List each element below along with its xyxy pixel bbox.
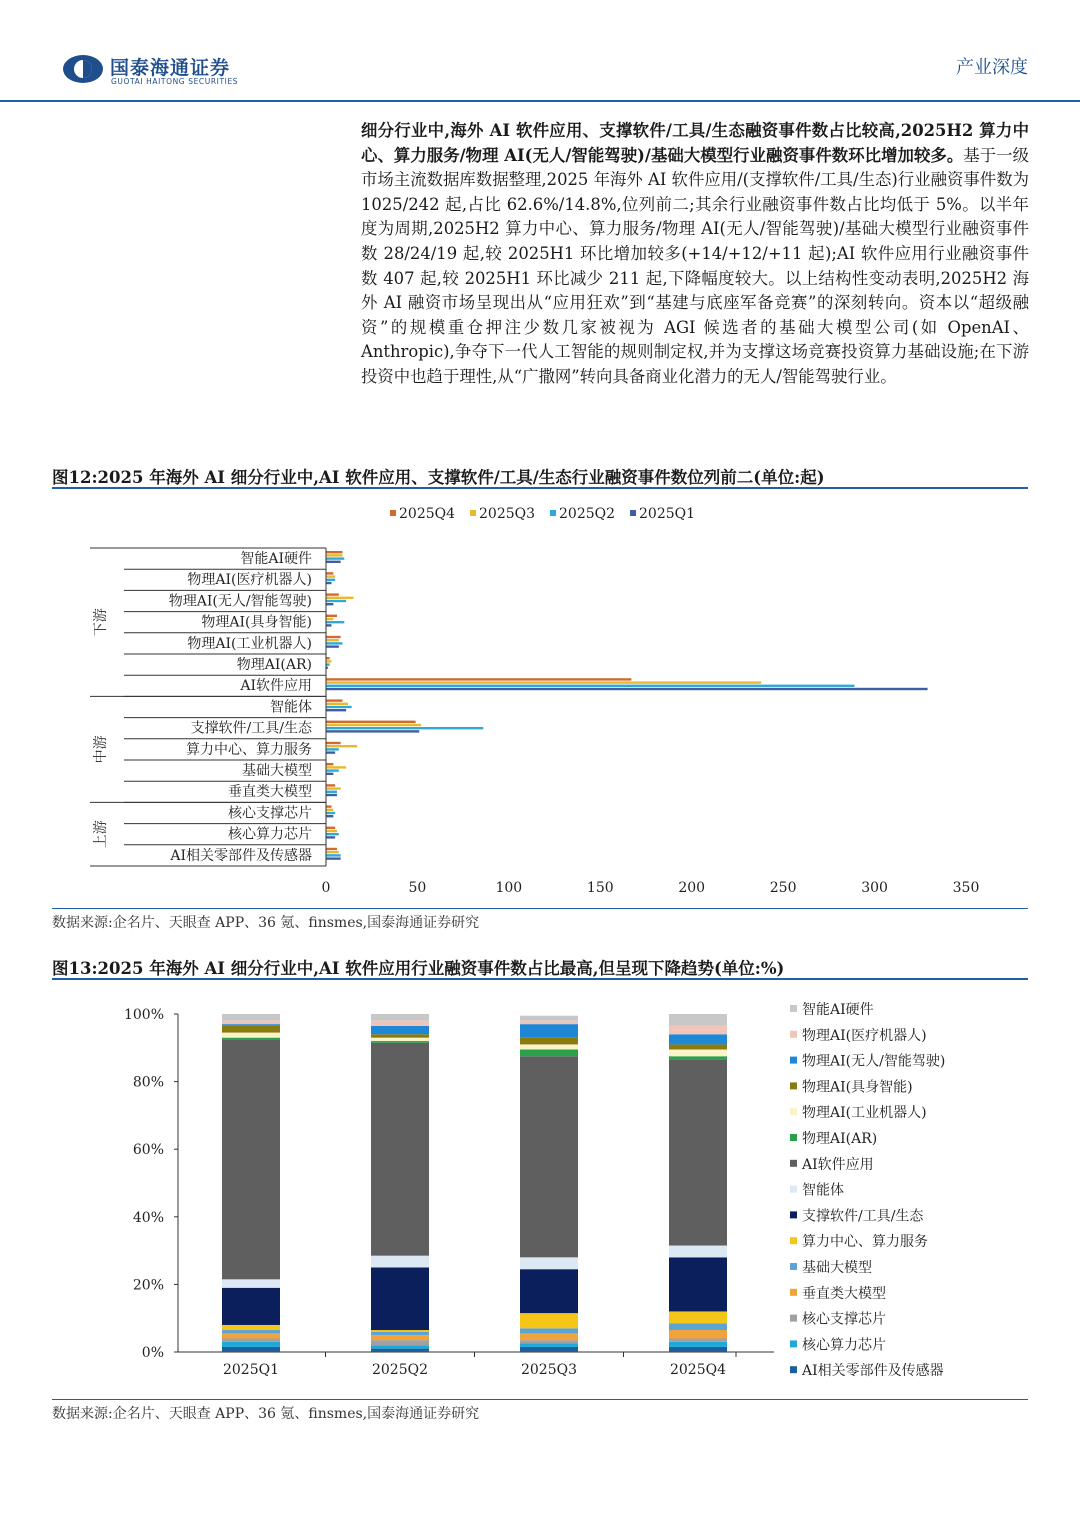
- bar-2025Q1: [326, 603, 333, 605]
- stack-segment-物理AI(工业机器人): [371, 1038, 429, 1041]
- stack-segment-智能体: [222, 1279, 280, 1287]
- bar-2025Q4: [326, 657, 330, 659]
- bar-2025Q4: [326, 593, 339, 595]
- legend-swatch-核心支撑芯片: [790, 1315, 797, 1322]
- category-label: 物理AI(AR): [236, 657, 312, 673]
- report-type-tag: 产业深度: [956, 57, 1028, 78]
- bar-2025Q3: [326, 724, 421, 726]
- bar-2025Q4: [326, 848, 337, 850]
- bar-2025Q2: [326, 854, 341, 856]
- stack-segment-基础大模型: [222, 1330, 280, 1333]
- stack-segment-AI相关零部件及传感器: [371, 1349, 429, 1352]
- bar-2025Q2: [326, 748, 339, 750]
- stack-segment-物理AI(无人/智能驾驶): [371, 1026, 429, 1034]
- bar-2025Q1: [326, 709, 346, 711]
- bar-2025Q3: [326, 554, 342, 556]
- legend-swatch-智能AI硬件: [790, 1005, 797, 1012]
- y-tick-label: 80%: [132, 1074, 164, 1091]
- legend-label-AI软件应用: AI软件应用: [802, 1156, 874, 1173]
- legend-swatch-物理AI(医疗机器人): [790, 1031, 797, 1038]
- stack-segment-物理AI(AR): [669, 1056, 727, 1059]
- stack-segment-垂直类大模型: [222, 1333, 280, 1338]
- legend-label-AI相关零部件及传感器: AI相关零部件及传感器: [802, 1363, 944, 1380]
- stack-segment-核心算力芯片: [222, 1342, 280, 1347]
- group-label-中游: 中游: [93, 735, 109, 764]
- category-label: AI相关零部件及传感器: [170, 847, 312, 864]
- legend-swatch-AI相关零部件及传感器: [790, 1366, 797, 1373]
- category-label: 核心算力芯片: [228, 826, 312, 843]
- paragraph-body: 基于一级市场主流数据库数据整理,2025 年海外 AI 软件应用/(支撑软件/工具/生态)行业融资事件数为 1025/242 起,占比 62.6%/14.8%,位列前二;其余行业融资事件数占比均低于 5%。以半年度为周期,2025H2 算力中心、算力服务/物理 AI(无人/智能驾驶)/基础大模型行业融资事件数 28/24/19 起,较 2025H1 环比增加较多(+14/+12/+11 起);AI 软件应用行业融资事件数 407 起,较 2025H1 环比减少 211 起,下降幅度较大。以上结构性变动表明,2025H2 海外 AI 融资市场呈现出从“应用狂欢”到“基建与底座军备竞赛”的深刻转向。资本以“超级融资”的规模重仓押注少数几家被视为 AGI 候选者的基础大模型公司(如 OpenAI、Anthropic),争夺下一代人工智能的规则制定权,并为支撑这场竞赛投资算力基础设施;在下游投资中也趋于理性,从“广撒网”转向具备商业化潜力的无人/智能驾驶行业。: [361, 145, 1030, 386]
- bar-2025Q4: [326, 678, 631, 680]
- paragraph-lead: 细分行业中,海外 AI 软件应用、支撑软件/工具/生态融资事件数占比较高,2025H2 算力中心、算力服务/物理 AI(无人/智能驾驶)/基础大模型行业融资事件数环比增加较多。: [361, 121, 1029, 165]
- bar-2025Q1: [326, 857, 341, 859]
- bar-2025Q3: [326, 830, 337, 832]
- stack-segment-垂直类大模型: [371, 1335, 429, 1340]
- stack-segment-核心支撑芯片: [222, 1338, 280, 1341]
- category-label: 算力中心、算力服务: [186, 741, 312, 758]
- stack-segment-算力中心、算力服务: [520, 1313, 578, 1328]
- stack-segment-物理AI(医疗机器人): [520, 1021, 578, 1024]
- legend-swatch-2025Q1: [630, 510, 636, 516]
- bar-2025Q4: [326, 551, 342, 553]
- stack-segment-AI软件应用: [669, 1060, 727, 1246]
- figure13-bottom-rule: [52, 1399, 1028, 1400]
- legend-label-支撑软件/工具/生态: 支撑软件/工具/生态: [802, 1208, 924, 1225]
- figure12-chart: [52, 496, 1028, 904]
- y-tick-label: 0%: [141, 1345, 164, 1361]
- stack-segment-物理AI(工业机器人): [669, 1049, 727, 1056]
- figure13-title-rule: [52, 978, 1028, 980]
- legend-swatch-智能体: [790, 1186, 797, 1193]
- legend-swatch-2025Q3: [470, 510, 476, 516]
- figure12-title-rule: [52, 487, 1028, 489]
- legend-swatch-AI软件应用: [790, 1160, 797, 1167]
- legend-label-垂直类大模型: 垂直类大模型: [802, 1285, 886, 1302]
- stack-segment-算力中心、算力服务: [371, 1330, 429, 1332]
- legend-label-2025Q1: 2025Q1: [639, 506, 696, 522]
- stack-segment-智能AI硬件: [520, 1016, 578, 1021]
- stack-segment-物理AI(工业机器人): [520, 1044, 578, 1049]
- bar-2025Q4: [326, 615, 337, 617]
- stack-segment-支撑软件/工具/生态: [669, 1257, 727, 1311]
- bar-2025Q4: [326, 827, 335, 829]
- bar-2025Q1: [326, 815, 333, 817]
- legend-label-核心算力芯片: 核心算力芯片: [802, 1337, 886, 1354]
- stack-segment-智能体: [669, 1246, 727, 1258]
- bar-2025Q4: [326, 784, 335, 786]
- figure12-source: 数据来源:企名片、天眼查 APP、36 氪、finsmes,国泰海通证券研究: [52, 915, 480, 931]
- bar-2025Q1: [326, 751, 335, 753]
- x-tick-label: 350: [952, 880, 980, 896]
- stack-segment-算力中心、算力服务: [669, 1311, 727, 1323]
- bar-2025Q3: [326, 639, 339, 641]
- bar-2025Q3: [326, 618, 333, 620]
- stack-segment-物理AI(无人/智能驾驶): [222, 1024, 280, 1026]
- bar-2025Q1: [326, 836, 335, 838]
- stack-segment-智能AI硬件: [222, 1014, 280, 1021]
- y-tick-label: 20%: [132, 1277, 164, 1294]
- stack-segment-智能体: [371, 1256, 429, 1268]
- bar-2025Q3: [326, 575, 335, 577]
- legend-swatch-物理AI(AR): [790, 1134, 797, 1141]
- logo-subtext: GUOTAI HAITONG SECURITIES: [111, 77, 239, 86]
- stack-segment-核心算力芯片: [669, 1342, 727, 1347]
- x-tick-label: 200: [678, 880, 706, 896]
- stack-segment-智能体: [520, 1257, 578, 1269]
- stack-segment-核心算力芯片: [520, 1344, 578, 1347]
- bar-2025Q2: [326, 769, 339, 771]
- stack-segment-物理AI(具身智能): [520, 1038, 578, 1045]
- bar-2025Q4: [326, 572, 333, 574]
- stack-segment-物理AI(AR): [222, 1038, 280, 1040]
- bar-2025Q2: [326, 600, 346, 602]
- bar-2025Q4: [326, 721, 416, 723]
- bar-2025Q3: [326, 851, 339, 853]
- legend-label-算力中心、算力服务: 算力中心、算力服务: [802, 1234, 928, 1251]
- stack-segment-物理AI(具身智能): [669, 1044, 727, 1049]
- bar-2025Q1: [326, 773, 333, 775]
- category-label: 智能体: [270, 699, 312, 716]
- figure13-chart: [52, 990, 1028, 1395]
- stack-segment-AI软件应用: [520, 1056, 578, 1257]
- bar-2025Q2: [326, 727, 483, 729]
- bar-2025Q3: [326, 681, 761, 683]
- bar-2025Q2: [326, 685, 854, 687]
- group-label-下游: 下游: [93, 608, 109, 637]
- legend-label-物理AI(具身智能): 物理AI(具身智能): [802, 1079, 913, 1096]
- bar-2025Q2: [326, 791, 337, 793]
- bar-2025Q2: [326, 812, 335, 814]
- legend-swatch-支撑软件/工具/生态: [790, 1211, 797, 1218]
- bar-2025Q2: [326, 706, 352, 708]
- bar-2025Q4: [326, 763, 333, 765]
- legend-label-物理AI(AR): 物理AI(AR): [802, 1131, 878, 1147]
- bar-2025Q4: [326, 805, 331, 807]
- stack-segment-AI软件应用: [222, 1039, 280, 1279]
- y-tick-label: 40%: [132, 1209, 164, 1226]
- bar-2025Q3: [326, 766, 346, 768]
- stack-segment-物理AI(具身智能): [222, 1026, 280, 1033]
- stack-segment-支撑软件/工具/生态: [371, 1268, 429, 1331]
- stack-segment-算力中心、算力服务: [222, 1325, 280, 1330]
- stack-segment-物理AI(无人/智能驾驶): [669, 1034, 727, 1044]
- stack-segment-AI相关零部件及传感器: [520, 1347, 578, 1352]
- legend-swatch-物理AI(工业机器人): [790, 1108, 797, 1115]
- legend-label-智能AI硬件: 智能AI硬件: [802, 1002, 874, 1018]
- stack-segment-物理AI(医疗机器人): [669, 1026, 727, 1034]
- legend-label-智能体: 智能体: [802, 1182, 844, 1199]
- bar-2025Q3: [326, 809, 333, 811]
- body-paragraph: [361, 119, 1029, 390]
- stack-segment-物理AI(工业机器人): [222, 1033, 280, 1038]
- legend-label-基础大模型: 基础大模型: [802, 1260, 872, 1276]
- bar-2025Q2: [326, 642, 342, 644]
- legend-label-物理AI(医疗机器人): 物理AI(医疗机器人): [802, 1027, 927, 1044]
- legend-label-2025Q3: 2025Q3: [479, 506, 536, 522]
- x-tick-label: 2025Q2: [371, 1362, 429, 1378]
- bar-2025Q2: [326, 557, 344, 559]
- stack-segment-基础大模型: [520, 1328, 578, 1333]
- bar-2025Q3: [326, 703, 348, 705]
- figure13-title: 图13:2025 年海外 AI 细分行业中,AI 软件应用行业融资事件数占比最高,但呈现下降趋势(单位:%): [52, 959, 785, 978]
- category-label: 物理AI(无人/智能驾驶): [168, 593, 312, 610]
- stack-segment-支撑软件/工具/生态: [520, 1269, 578, 1313]
- stack-segment-核心支撑芯片: [669, 1338, 727, 1341]
- stack-segment-智能AI硬件: [669, 1014, 727, 1026]
- figure12-bottom-rule: [52, 908, 1028, 909]
- category-label: 智能AI硬件: [240, 551, 312, 567]
- legend-swatch-基础大模型: [790, 1263, 797, 1270]
- bar-2025Q1: [326, 730, 419, 732]
- category-label: 垂直类大模型: [228, 784, 312, 801]
- bar-2025Q3: [326, 660, 331, 662]
- category-label: AI软件应用: [240, 678, 312, 695]
- x-tick-label: 2025Q4: [669, 1362, 727, 1378]
- legend-label-2025Q2: 2025Q2: [559, 506, 616, 522]
- category-label: 物理AI(工业机器人): [187, 635, 312, 652]
- bar-2025Q1: [326, 582, 331, 584]
- bar-2025Q2: [326, 663, 330, 665]
- y-tick-label: 100%: [123, 1007, 164, 1023]
- x-tick-label: 50: [408, 880, 427, 896]
- x-tick-label: 250: [769, 880, 797, 896]
- stack-segment-基础大模型: [669, 1323, 727, 1330]
- stack-segment-核心支撑芯片: [371, 1340, 429, 1345]
- group-label-上游: 上游: [93, 820, 109, 849]
- category-label: 核心支撑芯片: [228, 805, 312, 822]
- legend-label-核心支撑芯片: 核心支撑芯片: [802, 1311, 886, 1328]
- stack-segment-垂直类大模型: [669, 1330, 727, 1338]
- stack-segment-物理AI(AR): [520, 1049, 578, 1056]
- x-tick-label: 300: [861, 880, 888, 896]
- stack-segment-基础大模型: [371, 1332, 429, 1335]
- stack-segment-物理AI(无人/智能驾驶): [520, 1024, 578, 1038]
- bar-2025Q1: [326, 688, 928, 690]
- bar-2025Q1: [326, 624, 331, 626]
- bar-2025Q3: [326, 745, 357, 747]
- legend-label-物理AI(无人/智能驾驶): 物理AI(无人/智能驾驶): [802, 1053, 946, 1070]
- legend-swatch-物理AI(无人/智能驾驶): [790, 1057, 797, 1064]
- stack-segment-智能AI硬件: [371, 1014, 429, 1021]
- bar-2025Q2: [326, 621, 344, 623]
- stack-segment-AI相关零部件及传感器: [222, 1347, 280, 1352]
- logo-icon: [62, 54, 104, 84]
- stack-segment-物理AI(医疗机器人): [371, 1021, 429, 1026]
- stack-segment-核心支撑芯片: [520, 1340, 578, 1343]
- y-tick-label: 60%: [132, 1142, 164, 1159]
- legend-label-物理AI(工业机器人): 物理AI(工业机器人): [802, 1105, 927, 1122]
- bar-2025Q1: [326, 645, 339, 647]
- x-tick-label: 150: [586, 880, 614, 896]
- x-tick-label: 100: [495, 880, 523, 896]
- stack-segment-物理AI(医疗机器人): [222, 1021, 280, 1024]
- legend-swatch-垂直类大模型: [790, 1289, 797, 1296]
- stack-segment-核心算力芯片: [371, 1345, 429, 1348]
- bar-2025Q2: [326, 833, 339, 835]
- stack-segment-物理AI(AR): [371, 1041, 429, 1043]
- legend-swatch-2025Q4: [390, 510, 396, 516]
- legend-swatch-2025Q2: [550, 510, 556, 516]
- category-label: 基础大模型: [242, 763, 312, 779]
- stack-segment-物理AI(具身智能): [371, 1034, 429, 1037]
- page-header: [0, 0, 1080, 102]
- legend-label-2025Q4: 2025Q4: [399, 506, 456, 522]
- category-label: 物理AI(医疗机器人): [187, 572, 312, 589]
- legend-swatch-核心算力芯片: [790, 1340, 797, 1347]
- bar-2025Q2: [326, 579, 335, 581]
- x-tick-label: 2025Q3: [520, 1362, 578, 1378]
- figure12-title: 图12:2025 年海外 AI 细分行业中,AI 软件应用、支撑软件/工具/生态行业融资事件数位列前二(单位:起): [52, 468, 825, 487]
- figure13-source: 数据来源:企名片、天眼查 APP、36 氪、finsmes,国泰海通证券研究: [52, 1406, 480, 1422]
- stack-segment-AI软件应用: [371, 1043, 429, 1256]
- legend-swatch-算力中心、算力服务: [790, 1237, 797, 1244]
- bar-2025Q4: [326, 636, 341, 638]
- bar-2025Q4: [326, 742, 341, 744]
- stack-segment-AI相关零部件及传感器: [669, 1347, 727, 1352]
- logo-text: 国泰海通证券: [110, 57, 231, 79]
- bar-2025Q3: [326, 787, 341, 789]
- category-label: 物理AI(具身智能): [201, 614, 312, 631]
- stack-segment-支撑软件/工具/生态: [222, 1288, 280, 1325]
- bar-2025Q1: [326, 794, 337, 796]
- header-divider: [0, 100, 1080, 102]
- x-tick-label: 0: [321, 880, 331, 896]
- bar-2025Q3: [326, 597, 353, 599]
- legend-swatch-物理AI(具身智能): [790, 1082, 797, 1089]
- category-label: 支撑软件/工具/生态: [190, 720, 312, 737]
- bar-2025Q1: [326, 561, 341, 563]
- stack-segment-垂直类大模型: [520, 1333, 578, 1340]
- x-tick-label: 2025Q1: [222, 1362, 280, 1378]
- bar-2025Q4: [326, 699, 342, 701]
